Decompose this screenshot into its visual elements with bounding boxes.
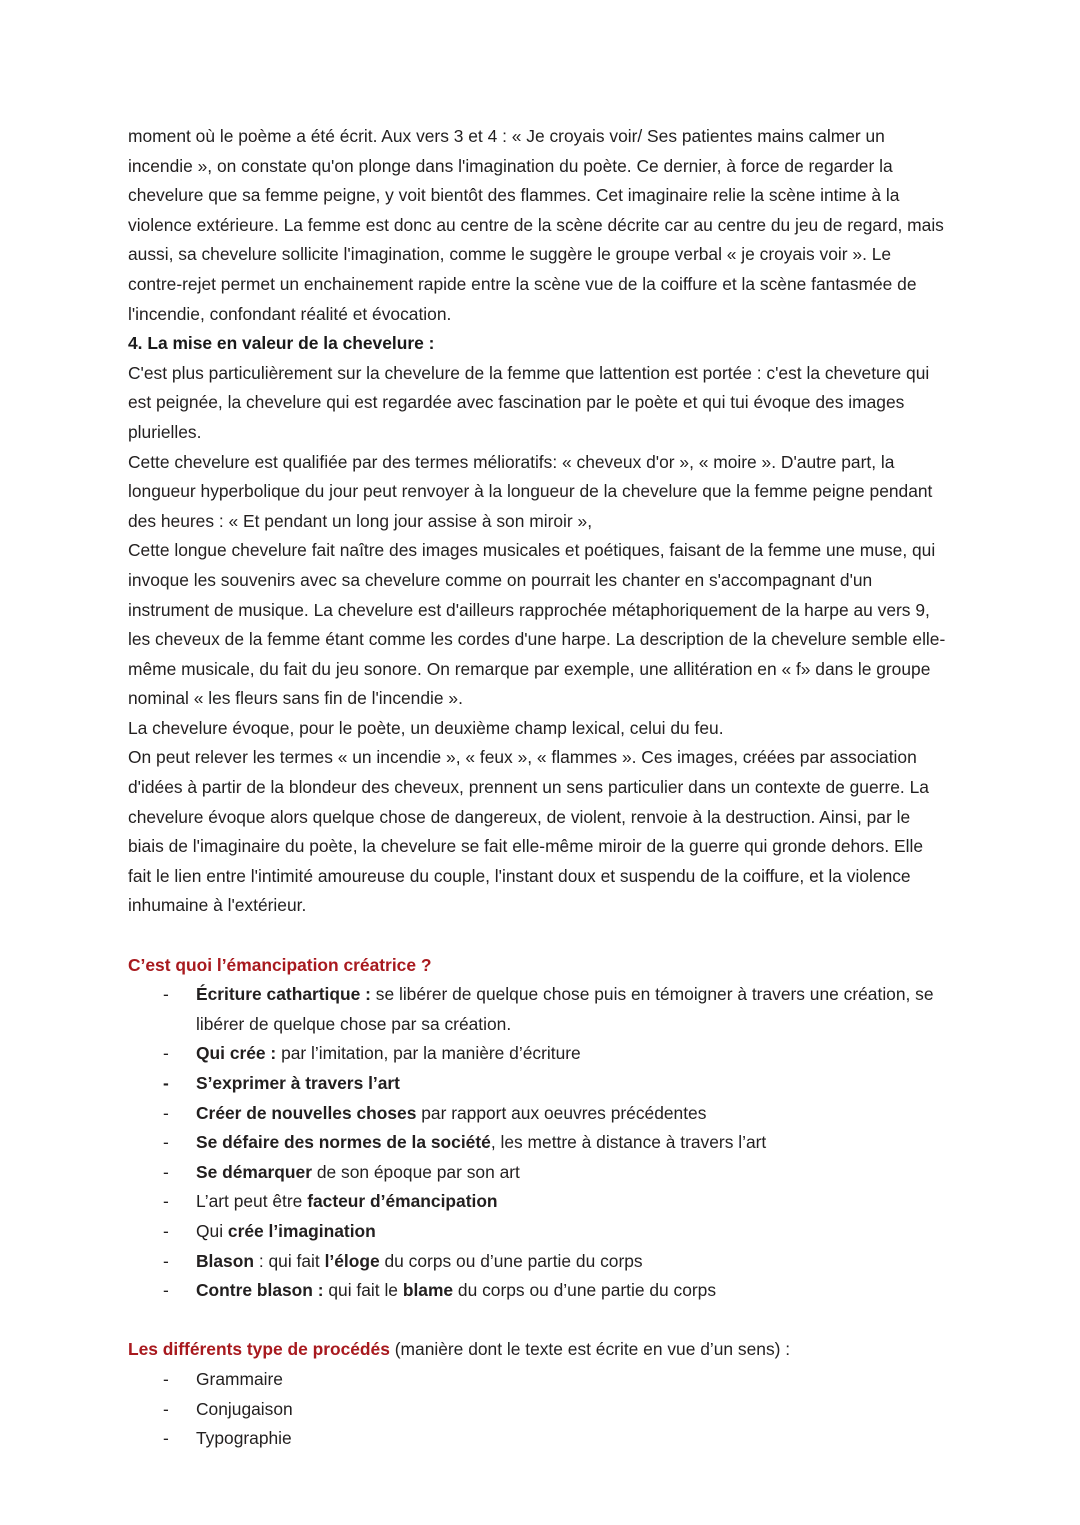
list-item-text: , les mettre à distance à travers l’art	[490, 1132, 767, 1153]
document-text-body	[128, 122, 948, 1454]
paragraph-images-musicales: Cette longue chevelure fait naître des images musicales et poétiques, faisant de la femme une muse, qui invoque les souvenirs avec sa chevelure comme on pourrait les chanter en s'accompagnant d'un instrument de musique. La chevelure est d'ailleurs rapprochée métaphoriquement de la harpe au vers 9, les cheveux de la femme étant comme les cordes d'une harpe. La description de la chevelure semble elle-même musicale, du fait du jeu sonore. On remarque par exemple, une allitération en « f» dans le groupe nominal « les fleurs sans fin de l'incendie ».	[128, 540, 946, 709]
list-bullet-dash: -	[163, 1043, 169, 1064]
list-item	[128, 1069, 948, 1099]
list-bullet-dash: -	[163, 1368, 169, 1389]
list-item-term: S’exprimer à travers l’art	[196, 1073, 400, 1093]
list-item-text: du corps ou d’une partie du corps	[379, 1250, 643, 1271]
list-item-text: qui fait le	[323, 1280, 403, 1301]
heading-emancipation-creatrice	[128, 951, 948, 981]
heading-section-4: 4. La mise en valeur de la chevelure :	[128, 333, 435, 354]
list-item-term: Blason	[196, 1250, 254, 1271]
list-item-term: l’éloge	[324, 1250, 380, 1271]
list-procedes-items	[128, 1365, 948, 1454]
list-item-text: L’art peut être	[196, 1191, 308, 1212]
list-item	[128, 1217, 948, 1247]
list-item-text: du corps ou d’une partie du corps	[453, 1280, 717, 1301]
list-item-term: Créer de nouvelles choses	[196, 1102, 417, 1123]
list-item-term: Se défaire des normes de la société	[196, 1132, 491, 1153]
list-item-text: Qui	[196, 1220, 228, 1241]
list-bullet-dash: -	[163, 1132, 169, 1153]
list-item	[128, 1247, 948, 1277]
list-item-text: par l’imitation, par la manière d’écriture	[276, 1043, 581, 1064]
list-bullet-dash: -	[163, 1191, 169, 1212]
list-item-text: par rapport aux oeuvres précédentes	[416, 1102, 707, 1123]
list-item	[128, 980, 948, 1039]
list-item-text: Conjugaison	[196, 1398, 293, 1419]
list-bullet-dash: -	[163, 1220, 169, 1241]
list-bullet-dash: -	[163, 1250, 169, 1271]
paragraph-termes-melioratifs: Cette chevelure est qualifiée par des termes mélioratifs: « cheveux d'or », « moire ». D'autre part, la longueur hyperbolique du jour peut renvoyer à la longueur de la chevelure que la femme peigne pendant des heures : « Et pendant un long jour assise à son miroir »,	[128, 451, 933, 531]
paragraph-chevelure-attention: C'est plus particulièrement sur la chevelure de la femme que lattention est portée : c'est la cheveture qui est peignée, la chevelure qui est regardée avec fascination par le poète et qui tui évoque des images plurielles.	[128, 362, 930, 442]
heading-types-de-procedes	[128, 1335, 948, 1365]
paragraph-analysis-vers-3-4: moment où le poème a été écrit. Aux vers 3 et 4 : « Je croyais voir/ Ses patientes mains calmer un incendie », on constate qu'on plonge dans l'imagination du poète. Ce dernier, à force de regarder la chevelure que sa femme peigne, y voit bientôt des flammes. Cet imaginaire relie la scène intime à la violence extérieure. La femme est donc au centre de la scène décrite car au centre du jeu de regard, mais aussi, sa chevelure sollicite l'imagination, comme le suggère le groupe verbal « je croyais voir ». Le contre-rejet permet un enchainement rapide entre la scène vue de la coiffure et la scène fantasmée de l'incendie, confondant réalité et évocation.	[128, 126, 944, 324]
list-item	[128, 1276, 948, 1306]
list-item	[128, 1128, 948, 1158]
list-item-term: blame	[402, 1280, 454, 1301]
list-item-text: se libérer de quelque chose puis en témoigner à travers une création, se libérer de quelque chose par sa création.	[196, 984, 934, 1034]
list-item-term: Qui crée :	[196, 1043, 277, 1064]
list-bullet-dash: -	[163, 1161, 169, 1182]
list-item	[128, 1099, 948, 1129]
heading-procedes-tail: (manière dont le texte est écrite en vue d’un sens) :	[389, 1339, 791, 1360]
list-item-term: Se démarquer	[196, 1161, 312, 1182]
list-item-text: Typographie	[196, 1428, 292, 1449]
list-item-term: facteur d’émancipation	[307, 1191, 498, 1212]
list-item	[128, 1187, 948, 1217]
list-item	[128, 1424, 948, 1454]
list-item-text: de son époque par son art	[312, 1161, 520, 1182]
list-item	[128, 1365, 948, 1395]
list-item-term: Contre blason :	[196, 1280, 324, 1301]
list-item-text: Grammaire	[196, 1368, 283, 1389]
heading-procedes-label: Les différents type de procédés	[128, 1339, 390, 1360]
list-bullet-dash: -	[163, 1280, 169, 1301]
list-emancipation-items	[128, 980, 948, 1306]
list-item-text: : qui fait	[253, 1250, 325, 1271]
list-item	[128, 1158, 948, 1188]
paragraph-champ-lexical-feu: La chevelure évoque, pour le poète, un deuxième champ lexical, celui du feu.	[128, 717, 724, 738]
list-item-term: crée l’imagination	[227, 1220, 376, 1241]
list-item-term: Écriture cathartique :	[196, 984, 371, 1005]
list-bullet-dash: -	[163, 1073, 169, 1093]
section-spacer-2	[128, 1306, 948, 1336]
list-item	[128, 1395, 948, 1425]
paragraph-termes-incendie: On peut relever les termes « un incendie », « feux », « flammes ». Ces images, créées par association d'idées à partir de la blondeur des cheveux, prennent un sens particulier dans un contexte de guerre. La chevelure évoque alors quelque chose de dangereux, de violent, renvoie à la destruction. Ainsi, par le biais de l'imaginaire du poète, la chevelure se fait elle-même miroir de la guerre qui gronde dehors. Elle fait le lien entre l'intimité amoureuse du couple, l'instant doux et suspendu de la coiffure, et la violence inhumaine à l'extérieur.	[128, 747, 929, 916]
list-item	[128, 1039, 948, 1069]
list-bullet-dash: -	[163, 984, 169, 1005]
section-spacer-1	[128, 921, 948, 951]
heading-emancipation-label: C’est quoi l’émancipation créatrice ?	[128, 954, 432, 975]
list-bullet-dash: -	[163, 1428, 169, 1449]
list-bullet-dash: -	[163, 1102, 169, 1123]
list-bullet-dash: -	[163, 1398, 169, 1419]
